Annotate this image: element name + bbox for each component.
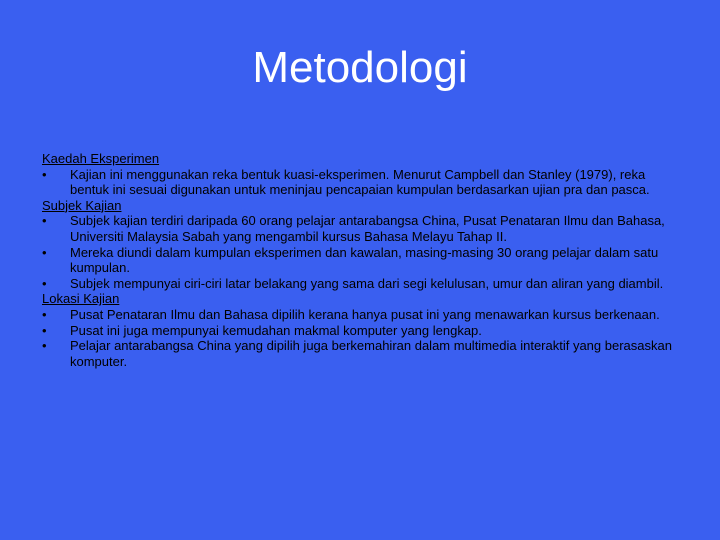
bullet-item bbox=[42, 307, 682, 323]
bullet-icon: • bbox=[42, 213, 47, 229]
bullet-icon: • bbox=[42, 338, 47, 354]
slide-content bbox=[42, 151, 682, 369]
bullet-item bbox=[42, 167, 682, 198]
bullet-icon: • bbox=[42, 322, 47, 338]
bullet-text: Subjek kajian terdiri daripada 60 orang pelajar antarabangsa China, Pusat Penataran Ilmu dan Bahasa, Universiti Malaysia Sabah yang mengambil kursus Bahasa Melayu Tahap II. bbox=[70, 213, 665, 244]
bullet-text: Pelajar antarabangsa China yang dipilih juga berkemahiran dalam multimedia interaktif yang berasaskan komputer. bbox=[70, 338, 672, 369]
bullet-text: Subjek mempunyai ciri-ciri latar belakang yang sama dari segi kelulusan, umur dan aliran yang diambil. bbox=[70, 275, 664, 291]
bullet-icon: • bbox=[42, 306, 47, 322]
bullet-text: Kajian ini menggunakan reka bentuk kuasi-eksperimen. Menurut Campbell dan Stanley (1979), reka bentuk ini sesuai digunakan untuk meninjau pencapaian kumpulan berdasarkan ujian pra dan pasca. bbox=[70, 166, 650, 198]
bullet-icon: • bbox=[42, 166, 47, 182]
section-heading: Subjek Kajian bbox=[42, 197, 122, 213]
bullet-text: Pusat ini juga mempunyai kemudahan makmal komputer yang lengkap. bbox=[70, 322, 482, 338]
bullet-text: Pusat Penataran Ilmu dan Bahasa dipilih kerana hanya pusat ini yang menawarkan kursus berkenaan. bbox=[70, 306, 660, 322]
bullet-item bbox=[42, 245, 682, 276]
slide-title: Metodologi bbox=[252, 43, 468, 92]
section-heading: Lokasi Kajian bbox=[42, 291, 120, 307]
bullet-item bbox=[42, 213, 682, 244]
bullet-text: Mereka diundi dalam kumpulan eksperimen dan kawalan, masing-masing 30 orang pelajar dalam satu kumpulan. bbox=[70, 244, 659, 276]
bullet-item bbox=[42, 276, 682, 292]
section-heading: Kaedah Eksperimen bbox=[42, 151, 160, 166]
bullet-icon: • bbox=[42, 275, 47, 291]
bullet-item bbox=[42, 323, 682, 339]
bullet-icon: • bbox=[42, 244, 47, 260]
bullet-item bbox=[42, 338, 682, 369]
